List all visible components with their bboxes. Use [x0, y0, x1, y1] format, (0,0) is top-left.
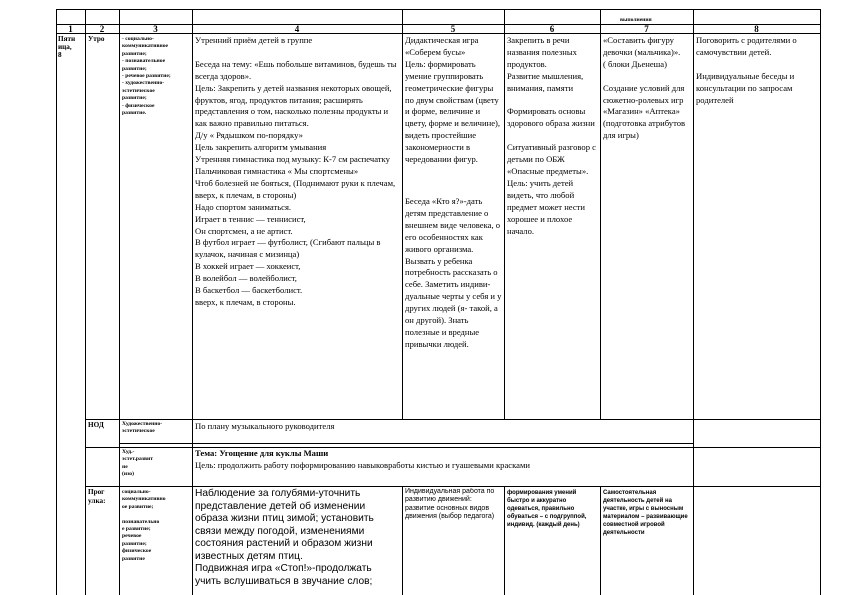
table-border-right	[820, 9, 821, 595]
grid-line	[600, 486, 601, 595]
walk-skills: формирования умений быстро и аккуратно одеваться, правильно обуваться – с подгруппой, индивид. (каждый день)	[507, 490, 587, 528]
column-number-7: 7	[644, 24, 649, 34]
education-areas-walk: социально- коммуникативно ое развитие; познавательно е развитие; речевое развитие; физическое развитие	[122, 489, 166, 562]
nod-topic: Тема: Угощение для куклы Маши	[195, 448, 329, 458]
nod-goal: Цель: продолжить работу поформированию навыковработы кистью и гуашевыми красками	[195, 460, 530, 470]
nod-area-1: Художественно- эстетическое	[122, 421, 163, 435]
grid-line	[504, 486, 505, 595]
column-number-6: 6	[549, 24, 555, 34]
group-work-didactic-game: Дидактическая игра «Соберем бусы» Цель: формировать умение группировать геометрические фигуры по двум свойствам (цвету и форме, величине и цвету, форме и величине), видеть простейшие закономерности в чередовании фигур.	[405, 35, 501, 165]
developing-environment: «Составить фигуру девочки (мальчика)». ( блоки Дьенеша) Создание условий для сюжетно-ролевых игр «Магазин» «Аптека» (подготовка атрибутов для игры)	[603, 35, 686, 141]
morning-activities: Утренний приём детей в группе Беседа на тему: «Ешь побольше витаминов, будешь ты всегда здоров». Цель: Закрепить у детей названия некоторых овощей, фруктов, ягод, продуктов питания; расширять представления о том, насколько полезны продукты и как важно правильно питаться. Д/у « Рядышком по-порядку» Цель закрепить алгоритм умывания Утренняя гимнастика под музыку: К-7 см распечатку Пальчиковая гимнастика « Мы спортсмены» Чтоб болезней не бояться, (Поднимают руки к плечам, вверх, к плечам, в стороны) Надо спортом заниматься. Играет в теннис — теннисист, Он спортсмен, а не артист. В футбол играет — футболист, (Сгибают пальцы в кулачок, начиная с мизинца) В хоккей играет — хоккеист, В волейбол — волейболист, В баскетбол — баскетболист. вверх, к плечам, в стороны.	[195, 35, 397, 307]
grid-line	[504, 9, 505, 419]
grid-line	[192, 9, 193, 595]
walk-activities: Наблюдение за голубями-уточнить представление детей об изменении образа жизни птиц зимой; установить связи между погодой, изменениями состояния растений и образом жизни известных детям птиц. Подвижная игра «Стоп!»-продолжать учить вслушиваться в звучание слов;	[195, 488, 374, 587]
education-areas-morning: - социально- коммуникативное развитие; - познавательное развитие; - речевое развитие; - художественно- эстетическое развитие; - физическое развитие.	[122, 36, 171, 117]
grid-line	[119, 9, 120, 595]
grid-line	[693, 9, 694, 595]
walk-independent-activity: Самостоятельная деятельность детей на участке, игры с выносным материалом – развивающие совместной игровой деятельности	[603, 490, 688, 536]
group-work-conversation: Беседа «Кто я?»-дать детям представление о внешнем виде человека, о его особенностях как живого организма. Вызвать у ребенка потребность рассказать о себе. Заметить индиви-дуальные черты у себя и у других людей (я- такой, а он другой). Знать полезные и вредные привычки людей.	[405, 196, 502, 349]
column-number-1: 1	[68, 24, 73, 34]
day-label: Пятн ица, 8	[58, 35, 76, 60]
column-number-2: 2	[99, 24, 105, 34]
table-border-left	[56, 9, 57, 595]
grid-line	[402, 9, 403, 419]
grid-line	[85, 9, 86, 595]
work-with-parents: Поговорить с родителями о самочувствии детей. Индивидуальные беседы и консультации по запросам родителей	[696, 35, 797, 105]
grid-line	[85, 419, 820, 420]
nod-area-2: Худ.- эстет.развит ие (изо)	[122, 449, 154, 478]
column-number-4: 4	[294, 24, 300, 34]
grid-line	[85, 486, 820, 487]
table-border-top	[56, 9, 820, 10]
period-morning: Утро	[88, 35, 105, 43]
grid-line	[600, 9, 601, 419]
grid-line	[402, 486, 403, 595]
header-col7-top: выполнения	[620, 17, 652, 23]
column-number-5: 5	[450, 24, 456, 34]
individual-work-morning: Закрепить в речи названия полезных продуктов. Развитие мышления, внимания, памяти Формировать основы здорового образа жизни Ситуативный разговор с детьми по ОБЖ «Опасные предметы». Цель: учить детей видеть, что любой предмет может нести хорошее и плохое начало.	[507, 35, 596, 236]
column-number-8: 8	[754, 24, 759, 34]
grid-line	[119, 443, 693, 444]
walk-label: Прог улка:	[88, 488, 106, 506]
nod-text-1: По плану музыкального руководителя	[195, 421, 335, 431]
column-number-3: 3	[153, 24, 158, 34]
nod-label: НОД	[88, 421, 104, 429]
walk-individual-work: Индивидуальная работа по развитию движений: развитие основных видов движения (выбор педагога)	[405, 488, 495, 521]
